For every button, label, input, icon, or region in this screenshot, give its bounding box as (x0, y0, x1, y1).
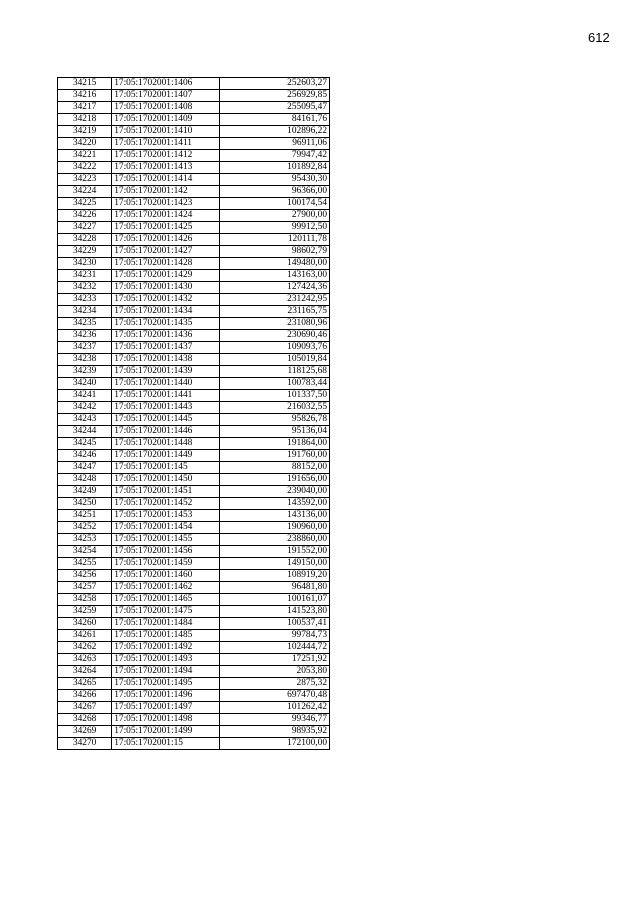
row-number-cell: 34263 (58, 654, 112, 666)
cadastral-number-cell: 17:05:1702001:1459 (112, 558, 219, 570)
row-number-cell: 34255 (58, 558, 112, 570)
table-row (58, 330, 330, 342)
amount-cell: 141523,80 (219, 606, 329, 618)
table-row (58, 114, 330, 126)
cadastral-number-cell: 17:05:1702001:1449 (112, 450, 219, 462)
table-row (58, 162, 330, 174)
table-row (58, 294, 330, 306)
row-number-cell: 34270 (58, 738, 112, 750)
amount-cell: 191760,00 (219, 450, 329, 462)
amount-cell: 105019,84 (219, 354, 329, 366)
table-row (58, 378, 330, 390)
row-number-cell: 34234 (58, 306, 112, 318)
cadastral-number-cell: 17:05:1702001:1456 (112, 546, 219, 558)
amount-cell: 230690,46 (219, 330, 329, 342)
row-number-cell: 34266 (58, 690, 112, 702)
cadastral-number-cell: 17:05:1702001:1494 (112, 666, 219, 678)
row-number-cell: 34222 (58, 162, 112, 174)
row-number-cell: 34254 (58, 546, 112, 558)
table-row (58, 414, 330, 426)
amount-cell: 238860,00 (219, 534, 329, 546)
table-row (58, 570, 330, 582)
table-row (58, 510, 330, 522)
table-row (58, 498, 330, 510)
table-row (58, 522, 330, 534)
cadastral-number-cell: 17:05:1702001:1407 (112, 90, 219, 102)
row-number-cell: 34216 (58, 90, 112, 102)
amount-cell: 100174,54 (219, 198, 329, 210)
table-row (58, 486, 330, 498)
amount-cell: 84161,76 (219, 114, 329, 126)
row-number-cell: 34267 (58, 702, 112, 714)
row-number-cell: 34250 (58, 498, 112, 510)
cadastral-number-cell: 17:05:1702001:1446 (112, 426, 219, 438)
row-number-cell: 34225 (58, 198, 112, 210)
row-number-cell: 34230 (58, 258, 112, 270)
table-row (58, 546, 330, 558)
cadastral-number-cell: 17:05:1702001:1465 (112, 594, 219, 606)
row-number-cell: 34244 (58, 426, 112, 438)
row-number-cell: 34258 (58, 594, 112, 606)
cadastral-number-cell: 17:05:1702001:1428 (112, 258, 219, 270)
amount-cell: 191656,00 (219, 474, 329, 486)
table-row (58, 690, 330, 702)
row-number-cell: 34220 (58, 138, 112, 150)
table-row (58, 654, 330, 666)
table-row (58, 306, 330, 318)
cadastral-number-cell: 17:05:1702001:1429 (112, 270, 219, 282)
amount-cell: 143592,00 (219, 498, 329, 510)
cadastral-number-cell: 17:05:1702001:1440 (112, 378, 219, 390)
amount-cell: 118125,68 (219, 366, 329, 378)
table-row (58, 210, 330, 222)
cadastral-number-cell: 17:05:1702001:1492 (112, 642, 219, 654)
amount-cell: 17251,92 (219, 654, 329, 666)
table-row (58, 702, 330, 714)
cadastral-number-cell: 17:05:1702001:1414 (112, 174, 219, 186)
cadastral-number-cell: 17:05:1702001:1455 (112, 534, 219, 546)
cadastral-number-cell: 17:05:1702001:1408 (112, 102, 219, 114)
table-row (58, 270, 330, 282)
row-number-cell: 34236 (58, 330, 112, 342)
row-number-cell: 34232 (58, 282, 112, 294)
cadastral-number-cell: 17:05:1702001:1441 (112, 390, 219, 402)
table-row (58, 102, 330, 114)
cadastral-number-cell: 17:05:1702001:1427 (112, 246, 219, 258)
amount-cell: 98602,79 (219, 246, 329, 258)
row-number-cell: 34224 (58, 186, 112, 198)
row-number-cell: 34265 (58, 678, 112, 690)
cadastral-number-cell: 17:05:1702001:1430 (112, 282, 219, 294)
table-row (58, 594, 330, 606)
table-row (58, 366, 330, 378)
row-number-cell: 34253 (58, 534, 112, 546)
cadastral-number-cell: 17:05:1702001:1460 (112, 570, 219, 582)
amount-cell: 100161,07 (219, 594, 329, 606)
amount-cell: 100783,44 (219, 378, 329, 390)
cadastral-number-cell: 17:05:1702001:1451 (112, 486, 219, 498)
amount-cell: 96911,06 (219, 138, 329, 150)
cadastral-number-cell: 17:05:1702001:1484 (112, 618, 219, 630)
cadastral-number-cell: 17:05:1702001:1435 (112, 318, 219, 330)
table-row (58, 450, 330, 462)
table-row (58, 666, 330, 678)
amount-cell: 99784,73 (219, 630, 329, 642)
cadastral-number-cell: 17:05:1702001:1436 (112, 330, 219, 342)
table-row (58, 390, 330, 402)
table-row (58, 342, 330, 354)
amount-cell: 109093,76 (219, 342, 329, 354)
row-number-cell: 34246 (58, 450, 112, 462)
row-number-cell: 34245 (58, 438, 112, 450)
row-number-cell: 34241 (58, 390, 112, 402)
table-row (58, 138, 330, 150)
page-number: 612 (588, 30, 610, 45)
table-body (58, 78, 330, 750)
amount-cell: 102444,72 (219, 642, 329, 654)
table-row (58, 246, 330, 258)
row-number-cell: 34256 (58, 570, 112, 582)
cadastral-number-cell: 17:05:1702001:1443 (112, 402, 219, 414)
cadastral-number-cell: 17:05:1702001:1497 (112, 702, 219, 714)
row-number-cell: 34227 (58, 222, 112, 234)
cadastral-number-cell: 17:05:1702001:1432 (112, 294, 219, 306)
amount-cell: 256929,85 (219, 90, 329, 102)
row-number-cell: 34257 (58, 582, 112, 594)
cadastral-number-cell: 17:05:1702001:1413 (112, 162, 219, 174)
amount-cell: 231165,75 (219, 306, 329, 318)
amount-cell: 95826,78 (219, 414, 329, 426)
table-row (58, 258, 330, 270)
cadastral-number-cell: 17:05:1702001:1453 (112, 510, 219, 522)
cadastral-number-cell: 17:05:1702001:1437 (112, 342, 219, 354)
amount-cell: 231242,95 (219, 294, 329, 306)
cadastral-number-cell: 17:05:1702001:1495 (112, 678, 219, 690)
table-row (58, 738, 330, 750)
row-number-cell: 34269 (58, 726, 112, 738)
amount-cell: 95136,04 (219, 426, 329, 438)
amount-cell: 27900,00 (219, 210, 329, 222)
row-number-cell: 34247 (58, 462, 112, 474)
cadastral-number-cell: 17:05:1702001:1454 (112, 522, 219, 534)
cadastral-number-cell: 17:05:1702001:1425 (112, 222, 219, 234)
table-row (58, 150, 330, 162)
amount-cell: 101892,84 (219, 162, 329, 174)
cadastral-number-cell: 17:05:1702001:1493 (112, 654, 219, 666)
row-number-cell: 34218 (58, 114, 112, 126)
table-row (58, 474, 330, 486)
row-number-cell: 34248 (58, 474, 112, 486)
table-row (58, 630, 330, 642)
cadastral-number-cell: 17:05:1702001:1426 (112, 234, 219, 246)
amount-cell: 100537,41 (219, 618, 329, 630)
table-row (58, 582, 330, 594)
row-number-cell: 34233 (58, 294, 112, 306)
cadastral-number-cell: 17:05:1702001:1462 (112, 582, 219, 594)
table-row (58, 198, 330, 210)
row-number-cell: 34243 (58, 414, 112, 426)
table-row (58, 78, 330, 90)
cadastral-number-cell: 17:05:1702001:145 (112, 462, 219, 474)
amount-cell: 255095,47 (219, 102, 329, 114)
amount-cell: 172100,00 (219, 738, 329, 750)
amount-cell: 143136,00 (219, 510, 329, 522)
table-row (58, 534, 330, 546)
amount-cell: 149150,00 (219, 558, 329, 570)
amount-cell: 98935,92 (219, 726, 329, 738)
row-number-cell: 34242 (58, 402, 112, 414)
table-row (58, 318, 330, 330)
amount-cell: 697470,48 (219, 690, 329, 702)
amount-cell: 143163,00 (219, 270, 329, 282)
cadastral-number-cell: 17:05:1702001:1406 (112, 78, 219, 90)
row-number-cell: 34264 (58, 666, 112, 678)
amount-cell: 95430,30 (219, 174, 329, 186)
cadastral-number-cell: 17:05:1702001:1439 (112, 366, 219, 378)
row-number-cell: 34240 (58, 378, 112, 390)
cadastral-number-cell: 17:05:1702001:1424 (112, 210, 219, 222)
amount-cell: 2875,32 (219, 678, 329, 690)
amount-cell: 88152,00 (219, 462, 329, 474)
cadastral-number-cell: 17:05:1702001:1423 (112, 198, 219, 210)
table-row (58, 90, 330, 102)
cadastral-number-cell: 17:05:1702001:1445 (112, 414, 219, 426)
amount-cell: 2053,80 (219, 666, 329, 678)
cadastral-number-cell: 17:05:1702001:1411 (112, 138, 219, 150)
cadastral-number-cell: 17:05:1702001:1448 (112, 438, 219, 450)
amount-cell: 102896,22 (219, 126, 329, 138)
amount-cell: 101337,50 (219, 390, 329, 402)
row-number-cell: 34262 (58, 642, 112, 654)
table-row (58, 726, 330, 738)
amount-cell: 239040,00 (219, 486, 329, 498)
table-row (58, 186, 330, 198)
row-number-cell: 34249 (58, 486, 112, 498)
row-number-cell: 34235 (58, 318, 112, 330)
table-row (58, 222, 330, 234)
cadastral-number-cell: 17:05:1702001:1409 (112, 114, 219, 126)
table-row (58, 354, 330, 366)
row-number-cell: 34261 (58, 630, 112, 642)
row-number-cell: 34219 (58, 126, 112, 138)
table-row (58, 402, 330, 414)
amount-cell: 96481,80 (219, 582, 329, 594)
table-row (58, 678, 330, 690)
cadastral-number-cell: 17:05:1702001:1438 (112, 354, 219, 366)
amount-cell: 191552,00 (219, 546, 329, 558)
table-row (58, 606, 330, 618)
amount-cell: 120111,78 (219, 234, 329, 246)
row-number-cell: 34228 (58, 234, 112, 246)
amount-cell: 190960,00 (219, 522, 329, 534)
row-number-cell: 34259 (58, 606, 112, 618)
row-number-cell: 34229 (58, 246, 112, 258)
table-row (58, 282, 330, 294)
row-number-cell: 34223 (58, 174, 112, 186)
cadastral-number-cell: 17:05:1702001:1434 (112, 306, 219, 318)
amount-cell: 99346,77 (219, 714, 329, 726)
cadastral-number-cell: 17:05:1702001:1485 (112, 630, 219, 642)
amount-cell: 99912,50 (219, 222, 329, 234)
table-row (58, 426, 330, 438)
row-number-cell: 34226 (58, 210, 112, 222)
table-row (58, 234, 330, 246)
table-row (58, 462, 330, 474)
table-row (58, 642, 330, 654)
cadastral-number-cell: 17:05:1702001:1475 (112, 606, 219, 618)
amount-cell: 127424,36 (219, 282, 329, 294)
cadastral-number-cell: 17:05:1702001:1498 (112, 714, 219, 726)
row-number-cell: 34251 (58, 510, 112, 522)
cadastral-number-cell: 17:05:1702001:1496 (112, 690, 219, 702)
row-number-cell: 34239 (58, 366, 112, 378)
amount-cell: 216032,55 (219, 402, 329, 414)
row-number-cell: 34260 (58, 618, 112, 630)
cadastral-number-cell: 17:05:1702001:1410 (112, 126, 219, 138)
row-number-cell: 34238 (58, 354, 112, 366)
table-row (58, 126, 330, 138)
row-number-cell: 34215 (58, 78, 112, 90)
cadastral-number-cell: 17:05:1702001:1499 (112, 726, 219, 738)
table-row (58, 174, 330, 186)
table-row (58, 438, 330, 450)
amount-cell: 231080,96 (219, 318, 329, 330)
cadastral-number-cell: 17:05:1702001:142 (112, 186, 219, 198)
amount-cell: 252603,27 (219, 78, 329, 90)
cadastral-number-cell: 17:05:1702001:1412 (112, 150, 219, 162)
amount-cell: 101262,42 (219, 702, 329, 714)
row-number-cell: 34252 (58, 522, 112, 534)
amount-cell: 96366,00 (219, 186, 329, 198)
table-row (58, 558, 330, 570)
row-number-cell: 34268 (58, 714, 112, 726)
row-number-cell: 34221 (58, 150, 112, 162)
amount-cell: 108919,20 (219, 570, 329, 582)
amount-cell: 191864,00 (219, 438, 329, 450)
table-row (58, 618, 330, 630)
amount-cell: 79947,42 (219, 150, 329, 162)
amount-cell: 149480,00 (219, 258, 329, 270)
row-number-cell: 34217 (58, 102, 112, 114)
cadastral-number-cell: 17:05:1702001:1450 (112, 474, 219, 486)
row-number-cell: 34237 (58, 342, 112, 354)
data-table (57, 77, 330, 750)
table-row (58, 714, 330, 726)
cadastral-number-cell: 17:05:1702001:1452 (112, 498, 219, 510)
row-number-cell: 34231 (58, 270, 112, 282)
cadastral-number-cell: 17:05:1702001:15 (112, 738, 219, 750)
